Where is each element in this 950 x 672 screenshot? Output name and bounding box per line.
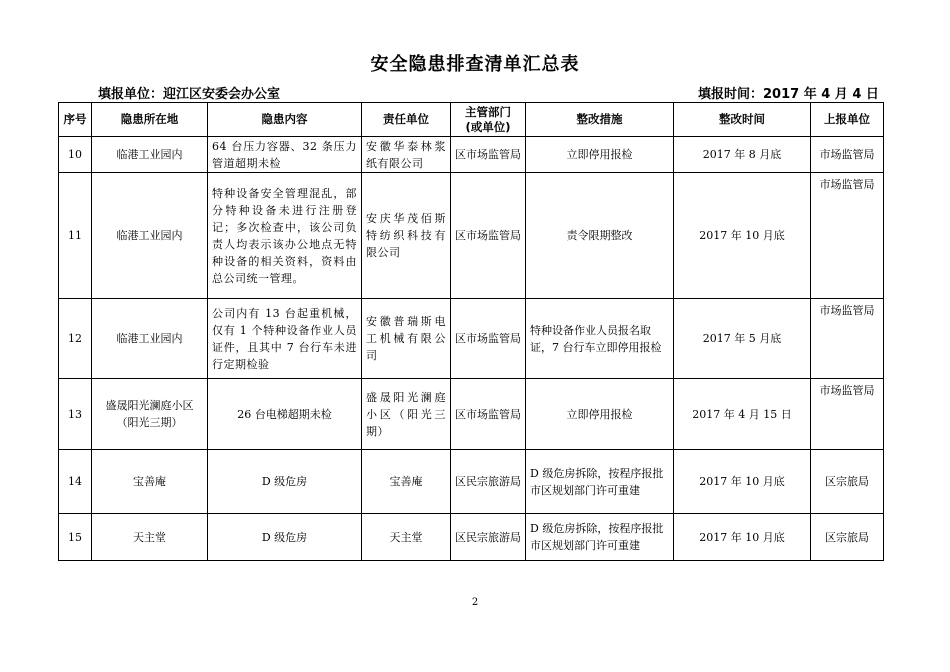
- cell-measure: 责令限期整改: [526, 173, 674, 299]
- cell-location: 天主堂: [92, 514, 208, 561]
- cell-time: 2017 年 10 月底: [674, 514, 811, 561]
- cell-content: 公司内有 13 台起重机械，仅有 1 个特种设备作业人员证件，且其中 7 台行车未进行定期检验: [208, 299, 362, 379]
- header-location: 隐患所在地: [92, 103, 208, 137]
- table-row: [59, 379, 884, 450]
- header-content: 隐患内容: [208, 103, 362, 137]
- cell-location: 盛晟阳光澜庭小区（阳光三期）: [92, 379, 208, 450]
- cell-dept: 区民宗旅游局: [451, 514, 526, 561]
- table-row: [59, 173, 884, 299]
- cell-location: 临港工业园内: [92, 137, 208, 173]
- cell-no: 14: [59, 450, 92, 514]
- cell-reporter: 区宗旅局: [811, 514, 884, 561]
- cell-responsible: 安徽华泰林浆纸有限公司: [362, 137, 451, 173]
- hazard-table: [58, 102, 884, 561]
- cell-reporter: [811, 299, 884, 379]
- cell-measure: 立即停用报检: [526, 379, 674, 450]
- cell-reporter: 市场监管局: [811, 137, 884, 173]
- cell-content: 特种设备安全管理混乱，部分特种设备未进行注册登记；多次检查中，该公司负责人均表示该办公地点无特种设备的相关资料，资料由总公司统一管理。: [208, 173, 362, 299]
- cell-location: 临港工业园内: [92, 299, 208, 379]
- table-header-row: [59, 103, 884, 137]
- cell-measure: D 级危房拆除，按程序报批市区规划部门许可重建: [526, 450, 674, 514]
- header-time: 整改时间: [674, 103, 811, 137]
- header-dept: 主管部门 (或单位): [451, 103, 526, 137]
- table-row: [59, 450, 884, 514]
- cell-content: 26 台电梯超期未检: [208, 379, 362, 450]
- cell-dept: 区市场监管局: [451, 137, 526, 173]
- cell-measure: 特种设备作业人员报名取证，7 台行车立即停用报检: [526, 299, 674, 379]
- cell-responsible: 安庆华茂佰斯特纺织科技有限公司: [362, 173, 451, 299]
- page-number: 2: [471, 597, 479, 608]
- cell-reporter: 区宗旅局: [811, 450, 884, 514]
- cell-measure: 立即停用报检: [526, 137, 674, 173]
- cell-time: 2017 年 5 月底: [674, 299, 811, 379]
- filing-time: 填报时间：2017 年 4 月 4 日: [698, 87, 879, 102]
- header-responsible: 责任单位: [362, 103, 451, 137]
- cell-dept: 区市场监管局: [451, 173, 526, 299]
- cell-dept: 区民宗旅游局: [451, 450, 526, 514]
- cell-time: 2017 年 10 月底: [674, 173, 811, 299]
- cell-dept: 区市场监管局: [451, 299, 526, 379]
- cell-time: 2017 年 4 月 15 日: [674, 379, 811, 450]
- cell-responsible: 宝善庵: [362, 450, 451, 514]
- cell-content: D 级危房: [208, 514, 362, 561]
- cell-no: 13: [59, 379, 92, 450]
- header-measure: 整改措施: [526, 103, 674, 137]
- header-no: 序号: [59, 103, 92, 137]
- reporter-text: 市场监管局: [819, 178, 875, 191]
- header-reporter: 上报单位: [811, 103, 884, 137]
- table-row: [59, 137, 884, 173]
- document-title: 安全隐患排查清单汇总表: [370, 54, 580, 75]
- cell-no: 10: [59, 137, 92, 173]
- cell-time: 2017 年 10 月底: [674, 450, 811, 514]
- table-row: [59, 514, 884, 561]
- reporter-text: 市场监管局: [819, 304, 875, 317]
- cell-reporter: [811, 379, 884, 450]
- cell-no: 15: [59, 514, 92, 561]
- cell-measure: D 级危房拆除，按程序报批市区规划部门许可重建: [526, 514, 674, 561]
- cell-responsible: 天主堂: [362, 514, 451, 561]
- cell-reporter: [811, 173, 884, 299]
- reporter-text: 市场监管局: [819, 384, 875, 397]
- cell-content: 64 台压力容器、32 条压力管道超期未检: [208, 137, 362, 173]
- cell-content: D 级危房: [208, 450, 362, 514]
- cell-location: 临港工业园内: [92, 173, 208, 299]
- cell-location: 宝善庵: [92, 450, 208, 514]
- filing-unit: 填报单位：迎江区安委会办公室: [98, 87, 281, 102]
- cell-dept: 区市场监管局: [451, 379, 526, 450]
- table-row: [59, 299, 884, 379]
- cell-responsible: 盛晟阳光澜庭小区（阳光三期）: [362, 379, 451, 450]
- cell-time: 2017 年 8 月底: [674, 137, 811, 173]
- cell-no: 11: [59, 173, 92, 299]
- cell-responsible: 安徽普瑞斯电工机械有限公司: [362, 299, 451, 379]
- cell-no: 12: [59, 299, 92, 379]
